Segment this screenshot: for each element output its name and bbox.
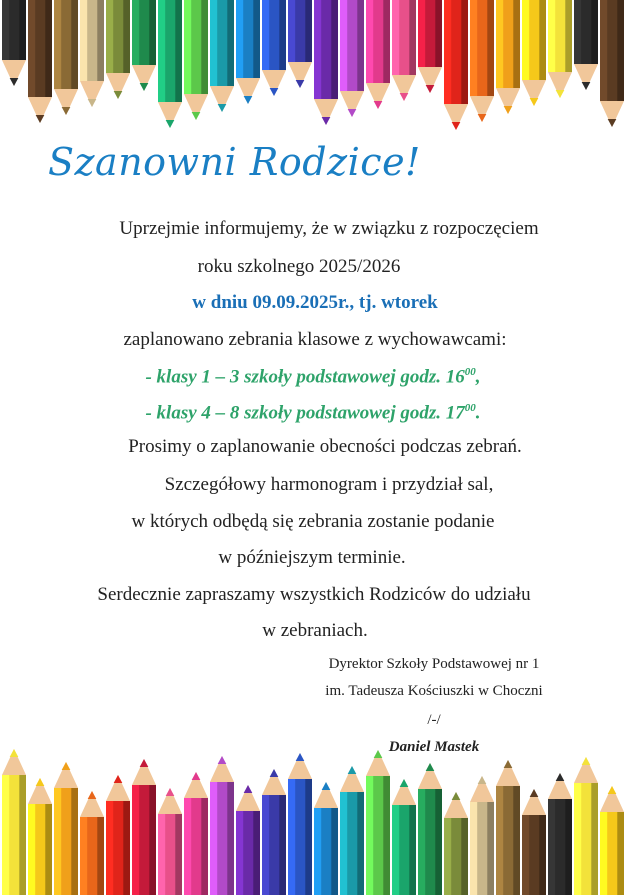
pencil-icon	[236, 785, 260, 895]
body-line-4: Prosimy o zaplanowanie obecności podczas zebrań.	[128, 436, 522, 457]
pencil-icon	[132, 0, 156, 91]
pencil-icon	[444, 0, 468, 130]
pencil-icon	[418, 0, 442, 93]
class-schedule-1-text: - klasy 1 – 3 szkoły podstawowej godz. 16	[145, 366, 465, 388]
class-schedule-2-text: - klasy 4 – 8 szkoły podstawowej godz. 17	[145, 402, 465, 424]
pencil-icon	[28, 778, 52, 895]
class-schedule-2	[0, 402, 628, 424]
body-line-1: Uprzejmie informujemy, że w związku z rozpoczęciem	[119, 218, 539, 239]
pencil-icon	[184, 772, 208, 895]
pencil-icon	[262, 769, 286, 895]
pencil-icon	[496, 760, 520, 895]
signature-name: Daniel Mastek	[388, 739, 480, 755]
signature-title-2: im. Tadeusza Kościuszki w Choczni	[325, 683, 543, 699]
pencil-icon	[548, 0, 572, 98]
pencil-icon	[80, 791, 104, 895]
pencil-icon	[288, 753, 312, 895]
pencil-icon	[340, 766, 364, 895]
pencil-icon	[392, 0, 416, 101]
pencil-icon	[340, 0, 364, 117]
class-schedule-2-minutes: 00	[464, 402, 476, 414]
pencil-icon	[158, 788, 182, 895]
class-schedule-1-end: ,	[475, 366, 481, 388]
signature-title-1: Dyrektor Szkoły Podstawowej nr 1	[328, 656, 540, 672]
pencil-icon	[574, 757, 598, 895]
pencil-icon	[28, 0, 52, 123]
top-pencils-decoration	[0, 0, 630, 145]
pencil-icon	[418, 763, 442, 895]
pencil-icon	[80, 0, 104, 107]
pencil-icon	[210, 0, 234, 112]
pencil-icon	[54, 0, 78, 115]
class-schedule-1	[0, 366, 628, 388]
pencil-icon	[600, 786, 624, 895]
pencil-icon	[470, 776, 494, 895]
greeting-heading: Szanowni Rodzice!	[48, 140, 421, 184]
pencil-icon	[574, 0, 598, 90]
pencil-icon	[54, 762, 78, 895]
body-line-7: w późniejszym terminie.	[218, 547, 406, 568]
pencil-icon	[444, 792, 468, 895]
pencil-icon	[366, 0, 390, 109]
pencil-icon	[2, 0, 26, 86]
pencil-icon	[210, 756, 234, 895]
body-line-3: zaplanowano zebrania klasowe z wychowawcami:	[123, 329, 507, 350]
pencil-icon	[522, 0, 546, 106]
pencil-icon	[158, 0, 182, 128]
body-line-5: Szczegółowy harmonogram i przydział sal,	[164, 474, 494, 495]
pencil-icon	[262, 0, 286, 96]
class-schedule-1-minutes: 00	[464, 366, 476, 378]
pencil-icon	[392, 779, 416, 895]
pencil-icon	[184, 0, 208, 120]
pencil-icon	[314, 782, 338, 895]
pencil-icon	[548, 773, 572, 895]
pencil-icon	[470, 0, 494, 122]
pencil-icon	[600, 0, 624, 127]
pencil-icon	[314, 0, 338, 125]
pencil-icon	[496, 0, 520, 114]
body-line-8: Serdecznie zapraszamy wszystkich Rodziców do udziału	[97, 584, 531, 605]
pencil-icon	[236, 0, 260, 104]
pencil-icon	[2, 749, 26, 895]
signature-mark: /-/	[427, 712, 441, 728]
class-schedule-2-end: .	[475, 402, 481, 424]
pencil-icon	[288, 0, 312, 88]
pencil-icon	[106, 0, 130, 99]
pencil-icon	[106, 775, 130, 895]
body-line-6: w których odbędą się zebrania zostanie podanie	[131, 511, 495, 532]
pencil-icon	[522, 789, 546, 895]
pencil-icon	[366, 750, 390, 895]
pencil-icon	[132, 759, 156, 895]
bottom-pencils-decoration	[0, 745, 630, 895]
meeting-date: w dniu 09.09.2025r., tj. wtorek	[192, 292, 438, 313]
body-line-2: roku szkolnego 2025/2026	[197, 256, 401, 277]
body-line-9: w zebraniach.	[262, 620, 368, 641]
